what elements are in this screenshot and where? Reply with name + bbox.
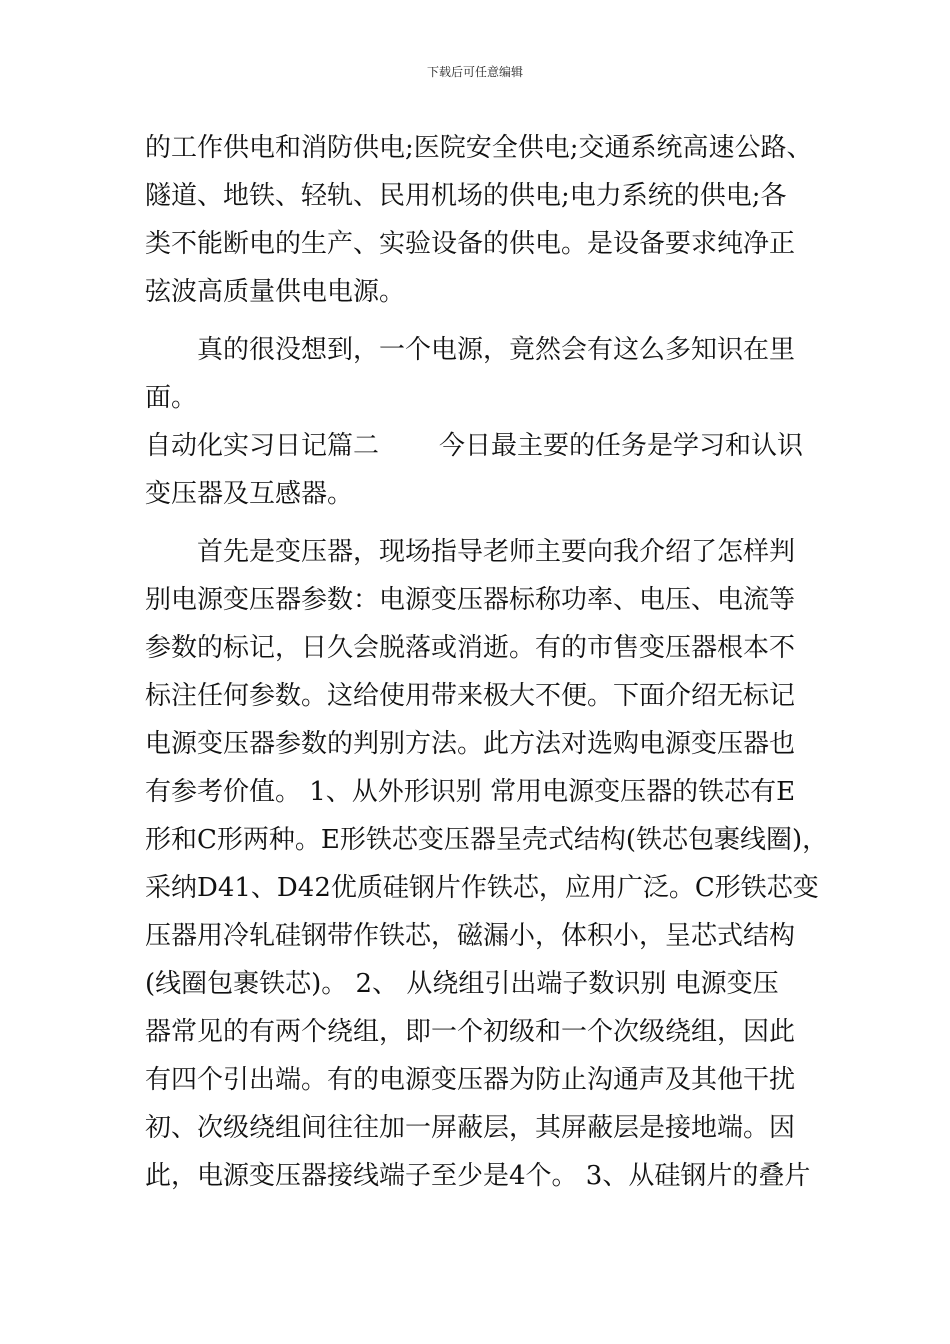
- text-line: 形和C形两种。E形铁芯变压器呈壳式结构(铁芯包裹线圈)，: [145, 825, 829, 855]
- text-line: 有参考价值。 1、从外形识别 常用电源变压器的铁芯有E: [145, 777, 796, 807]
- text-line: 初、次级绕组间往往加一屏蔽层，其屏蔽层是接地端。因: [145, 1113, 796, 1143]
- text-line: 首先是变压器，现场指导老师主要向我介绍了怎样判: [197, 537, 796, 567]
- text-line: 采纳D41、D42优质硅钢片作铁芯，应用广泛。C形铁芯变: [145, 873, 819, 903]
- text-line: 别电源变压器参数：电源变压器标称功率、电压、电流等: [145, 585, 796, 615]
- section-heading-line: [145, 422, 810, 470]
- paragraph-gap: [145, 518, 810, 528]
- text-line: 弦波高质量供电电源。: [145, 277, 406, 307]
- text-line: 参数的标记，日久会脱落或消逝。有的市售变压器根本不: [145, 633, 796, 663]
- section-heading: 自动化实习日记篇二: [145, 431, 380, 461]
- document-body: [145, 124, 829, 1200]
- page-header: 下载后可任意编辑: [426, 65, 523, 79]
- text-line: 器常见的有两个绕组，即一个初级和一个次级绕组，因此: [145, 1017, 796, 1047]
- text-line: 电源变压器参数的判别方法。此方法对选购电源变压器也: [145, 729, 796, 759]
- text-line: 标注任何参数。这给使用带来极大不便。下面介绍无标记: [145, 681, 796, 711]
- section-intro-text: 今日最主要的任务是学习和认识: [439, 431, 804, 461]
- text-line: 变压器及互感器。: [145, 479, 354, 509]
- text-line: 此，电源变压器接线端子至少是4个。 3、从硅钢片的叠片: [145, 1161, 811, 1191]
- text-line: (线圈包裹铁芯)。 2、 从绕组引出端子数识别 电源变压: [145, 969, 779, 999]
- text-line: 真的很没想到，一个电源，竟然会有这么多知识在里: [197, 335, 796, 365]
- text-line: 隧道、地铁、轻轨、民用机场的供电;电力系统的供电;各: [145, 181, 787, 211]
- text-line: 面。: [145, 383, 198, 413]
- text-line: 有四个引出端。有的电源变压器为防止沟通声及其他干扰: [145, 1065, 796, 1095]
- paragraph-gap: [145, 316, 810, 326]
- text-line: 压器用冷轧硅钢带作铁芯，磁漏小，体积小，呈芯式结构: [145, 921, 796, 951]
- text-line: 的工作供电和消防供电;医院安全供电;交通系统高速公路、: [145, 133, 813, 163]
- text-line: 类不能断电的生产、实验设备的供电。是设备要求纯净正: [145, 229, 796, 259]
